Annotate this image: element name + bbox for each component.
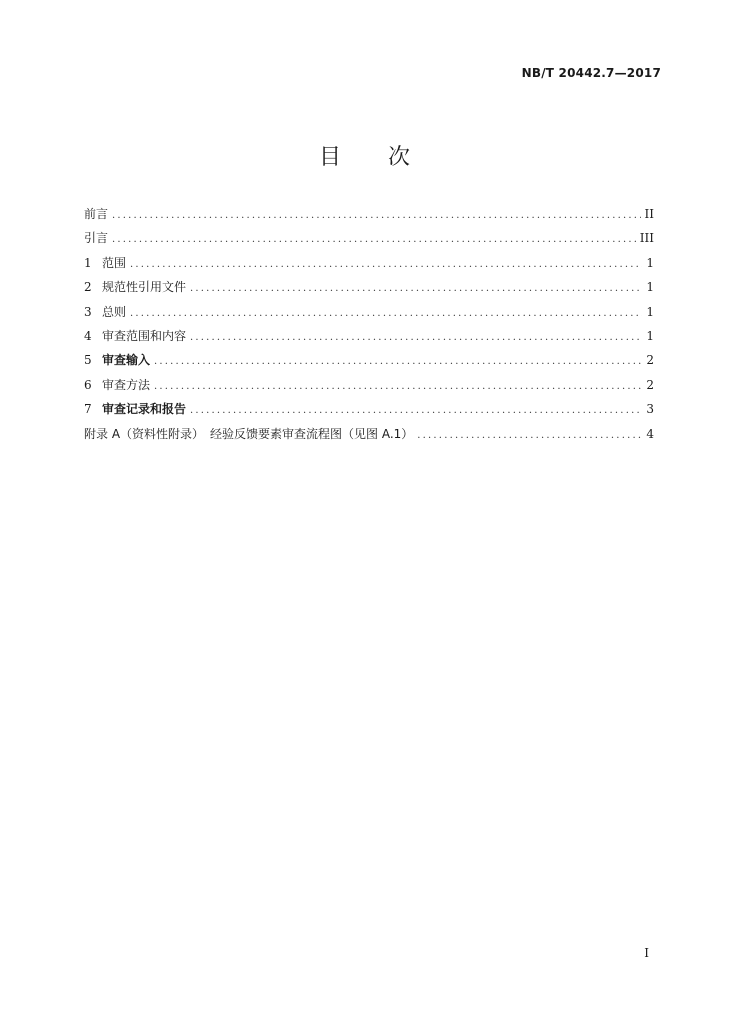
document-number: NB/T 20442.7—2017 [521,66,661,80]
toc-entry-text: 附录 A（资料性附录） 经验反馈要素审查流程图（见图 A.1） [84,426,414,441]
toc-entry-general[interactable] [84,300,654,324]
toc-entry-page: 1 [646,280,654,295]
toc-entry-number: 1 [84,255,92,270]
toc-entry-review-method[interactable] [84,373,654,397]
toc-entry-number: 7 [84,402,92,417]
toc-entry-appendix-a[interactable] [84,422,654,446]
toc-entry-text: 审查范围和内容 [102,328,187,343]
toc-entry-review-scope[interactable] [84,324,654,348]
table-of-contents [84,202,654,446]
toc-entry-review-input[interactable] [84,348,654,372]
toc-entry-number: 5 [84,353,92,368]
toc-leader-dots [190,399,642,423]
toc-entry-page: II [644,207,654,221]
toc-entry-scope[interactable] [84,251,654,275]
toc-entry-review-record[interactable] [84,397,654,421]
toc-entry-text: 引言 [84,231,109,246]
toc-entry-text: 审查方法 [102,377,151,392]
toc-entry-page: 3 [646,402,654,417]
toc-entry-introduction[interactable] [84,226,654,250]
page-title: 目 次 [319,145,430,170]
toc-entry-normative-references[interactable] [84,275,654,299]
toc-leader-dots [112,228,636,252]
toc-entry-page: 4 [646,426,654,441]
toc-leader-dots [417,424,642,448]
toc-leader-dots [154,375,642,399]
toc-leader-dots [154,350,642,374]
toc-entry-foreword[interactable] [84,202,654,226]
toc-entry-text: 规范性引用文件 [102,280,187,295]
toc-entry-text: 总则 [102,304,127,319]
toc-leader-dots [130,253,642,277]
toc-leader-dots [190,277,642,301]
toc-entry-page: 2 [646,353,654,368]
toc-entry-page: 1 [646,328,654,343]
toc-entry-page: III [639,231,654,246]
toc-entry-number: 6 [84,377,92,392]
toc-entry-page: 1 [646,255,654,270]
toc-leader-dots [130,302,642,326]
toc-entry-text: 前言 [84,207,109,221]
toc-entry-text: 审查输入 [102,353,151,368]
toc-leader-dots [112,204,641,228]
toc-leader-dots [190,326,642,350]
toc-entry-number: 4 [84,328,92,343]
toc-entry-page: 2 [646,377,654,392]
page-number: I [644,946,649,960]
toc-entry-number: 2 [84,280,92,295]
toc-entry-text: 范围 [102,255,127,270]
toc-entry-text: 审查记录和报告 [102,402,187,417]
toc-entry-number: 3 [84,304,92,319]
toc-entry-page: 1 [646,304,654,319]
